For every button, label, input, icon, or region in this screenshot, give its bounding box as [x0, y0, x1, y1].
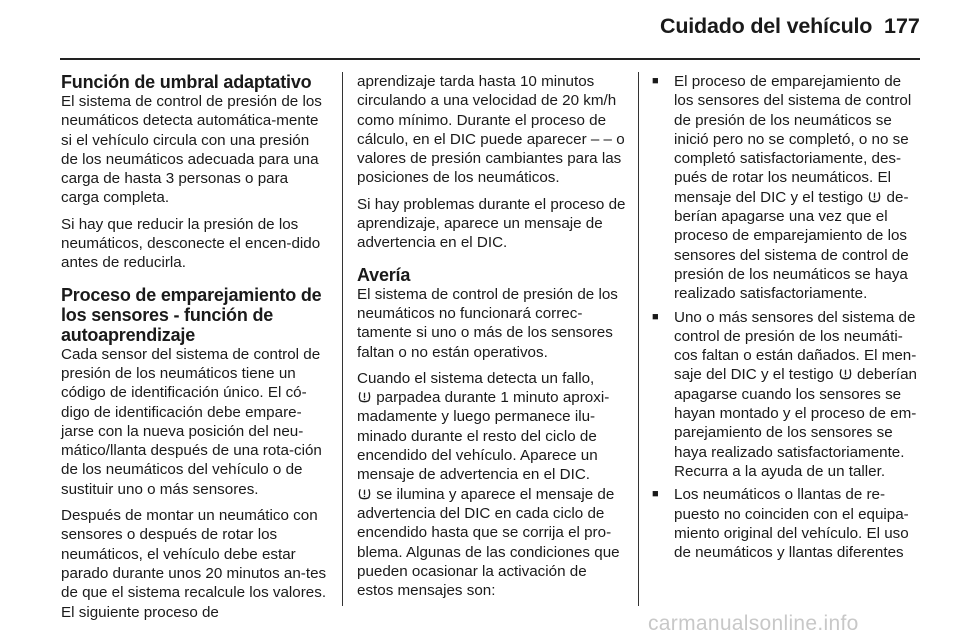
text-run: de-berían apagarse una vez que el proceso de emparejamiento de los sensores del sistema de control de presión de los neumáticos se haya realizado satisfactoriamente.	[674, 188, 909, 303]
list-item	[652, 308, 924, 482]
heading-malfunction: Avería	[357, 264, 411, 285]
page-title: Cuidado del vehículo	[660, 14, 873, 38]
page-number: 177	[884, 14, 920, 38]
list-item	[652, 485, 924, 562]
column-2	[357, 72, 627, 607]
list-item	[652, 72, 924, 304]
text-run: Los neumáticos o llantas de re-puesto no coinciden con el equipa-miento original del vehículo. El uso de neumáticos y llantas diferentes	[674, 486, 909, 562]
tire-pressure-warning-icon	[867, 189, 882, 204]
header-rule	[60, 58, 920, 60]
tire-pressure-warning-icon	[357, 486, 372, 501]
heading-adaptive-threshold: Función de umbral adaptativo	[61, 72, 312, 92]
column-divider-2	[638, 72, 639, 606]
column-3	[652, 72, 924, 566]
paragraph: Si hay que reducir la presión de los neumáticos, desconecte el encen-dido antes de reducirla.	[61, 215, 321, 272]
column-divider-1	[342, 72, 343, 606]
text-run: deberían apagarse cuando los sensores se hayan montado y el proceso de em-parejamiento de los sensores se haya realizado satisfactoriamente. Recurra a la ayuda de un taller.	[674, 366, 917, 480]
paragraph: aprendizaje tarda hasta 10 minutos circulando a una velocidad de 20 km/h como mínimo. Durante el proceso de cálculo, en el DIC puede aparecer – – o valores de presión cambiantes para las posiciones de los neumáticos.	[357, 73, 625, 187]
text-run: El proceso de emparejamiento de los sensores del sistema de control de presión de los neumáticos se inició pero no se completó, o no se completó satisfactoriamente, des-pués de rotar los neumáticos. El mensaje del DIC y el testigo	[674, 73, 912, 206]
paragraph: Si hay problemas durante el proceso de aprendizaje, aparece un mensaje de advertencia en el DIC.	[357, 195, 626, 252]
text-run: Uno o más sensores del sistema de control de presión de los neumáti-cos faltan o están dañados. El men-saje del DIC y el testigo	[674, 308, 917, 384]
paragraph: Cada sensor del sistema de control de presión de los neumáticos tiene un código de identificación único. El có-digo de identificación debe empare-jarse con la nueva posición del neu-mático/llanta después de una rota-ción de los neumáticos del vehículo o de sustituir uno o más sensores.	[61, 345, 322, 498]
paragraph: Después de montar un neumático con sensores o después de rotar los neumáticos, el vehículo debe estar parado durante unos 20 minutos an-tes de que el sistema recalcule los valores. El siguiente proceso de	[61, 507, 327, 621]
text-run: se ilumina y aparece el mensaje de advertencia del DIC en cada ciclo de encendido hasta que se corrija el pro-blema. Algunas de las condiciones que pueden ocasionar la activación de estos mensajes son:	[357, 485, 620, 600]
watermark: carmanualsonline.info	[648, 612, 859, 635]
paragraph: El sistema de control de presión de los neumáticos no funcionará correc-tamente si uno o más de los sensores faltan o no están operativos.	[357, 285, 618, 361]
paragraph: El sistema de control de presión de los neumáticos detecta automática-mente si el vehículo circula con una presión de los neumáticos adecuada para una carga de hasta 3 personas o para carga completa.	[61, 93, 322, 207]
text-run: Cuando el sistema detecta un fallo,	[357, 369, 595, 387]
paragraph	[357, 369, 627, 601]
tire-pressure-warning-icon	[357, 389, 372, 404]
column-1	[61, 72, 329, 629]
heading-sensor-matching: Proceso de emparejamiento de los sensores - función de autoaprendizaje	[61, 284, 322, 345]
page-header	[0, 0, 960, 60]
bullet-list	[652, 72, 924, 562]
text-run: parpadea durante 1 minuto aproxi-madamente y luego permanece ilu-minado durante el resto del ciclo de encendido del vehículo. Aparece un mensaje de advertencia en el DIC.	[357, 389, 610, 484]
tire-pressure-warning-icon	[838, 366, 853, 381]
